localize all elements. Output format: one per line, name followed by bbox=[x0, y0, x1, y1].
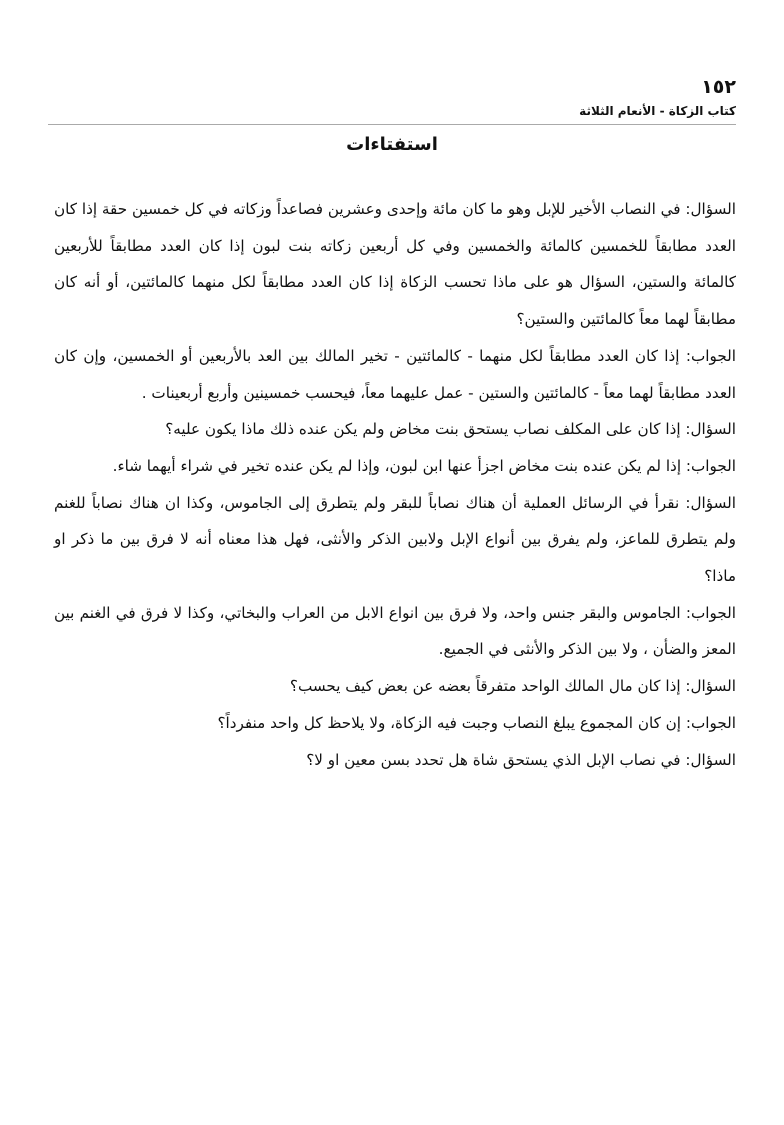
question-2: السؤال: إذا كان على المكلف نصاب يستحق بنت مخاض ولم يكن عنده ذلك ماذا يكون عليه؟ bbox=[165, 420, 736, 439]
qa-body bbox=[54, 191, 736, 778]
question-5: السؤال: في نصاب الإبل الذي يستحق شاة هل تحدد بسن معين او لا؟ bbox=[306, 750, 736, 769]
answer-1: الجواب: إذا كان العدد مطابقاً لكل منهما - كالمائتين - تخير المالك بين العد بالأربعين أو الخمسين، وإن كان العدد مطابقاً لهما معاً - كالمائتين والستين - عمل عليهما معاً، فيحسب خمسينين وأربع أربعينات . bbox=[54, 346, 736, 402]
answer-3: الجواب: الجاموس والبقر جنس واحد، ولا فرق بين انواع الابل من العراب والبخاتي، وكذا لا فرق في الغنم بين المعز والضأن ، ولا بين الذكر والأنثى في الجميع. bbox=[54, 603, 736, 659]
header-divider bbox=[48, 124, 736, 125]
question-4: السؤال: إذا كان مال المالك الواحد متفرقاً بعضه عن بعض كيف يحسب؟ bbox=[289, 677, 736, 696]
page-number: ١٥٢ bbox=[701, 76, 736, 98]
question-3: السؤال: نقرأ في الرسائل العملية أن هناك نصاباً للبقر ولم يتطرق إلى الجاموس، وكذا ان هناك نصاباً للغنم ولم يتطرق للماعز، ولم يفرق بين أنواع الإبل ولابين الذكر والأنثى، فهل هذا معناه أنه لا فرق بين ما ذكر او ماذا؟ bbox=[54, 493, 736, 586]
section-title: استفتاءات bbox=[346, 134, 438, 155]
answer-2: الجواب: إذا لم يكن عنده بنت مخاض اجزأ عنها ابن لبون، وإذا لم يكن عنده تخير في شراء أيهما شاء. bbox=[112, 456, 736, 475]
running-header: كتاب الزكاة - الأنعام الثلاثة bbox=[579, 104, 736, 118]
answer-4: الجواب: إن كان المجموع يبلغ النصاب وجبت فيه الزكاة، ولا يلاحظ كل واحد منفرداً؟ bbox=[217, 713, 736, 732]
question-1: السؤال: في النصاب الأخير للإبل وهو ما كان مائة وإحدى وعشرين فصاعداً وزكاته في كل خمسين حقة إذا كان العدد مطابقاً للخمسين كالمائة والخمسين وفي كل أربعين زكاته بنت لبون إذا كان العدد مطابقاً للأربعين كالمائة والستين، السؤال هو على ماذا تحسب الزكاة إذا كان العدد مطابقاً لكل منهما كالمائتين، أو أنه كان مطابقاً لهما معاً كالمائتين والستين؟ bbox=[54, 200, 736, 329]
